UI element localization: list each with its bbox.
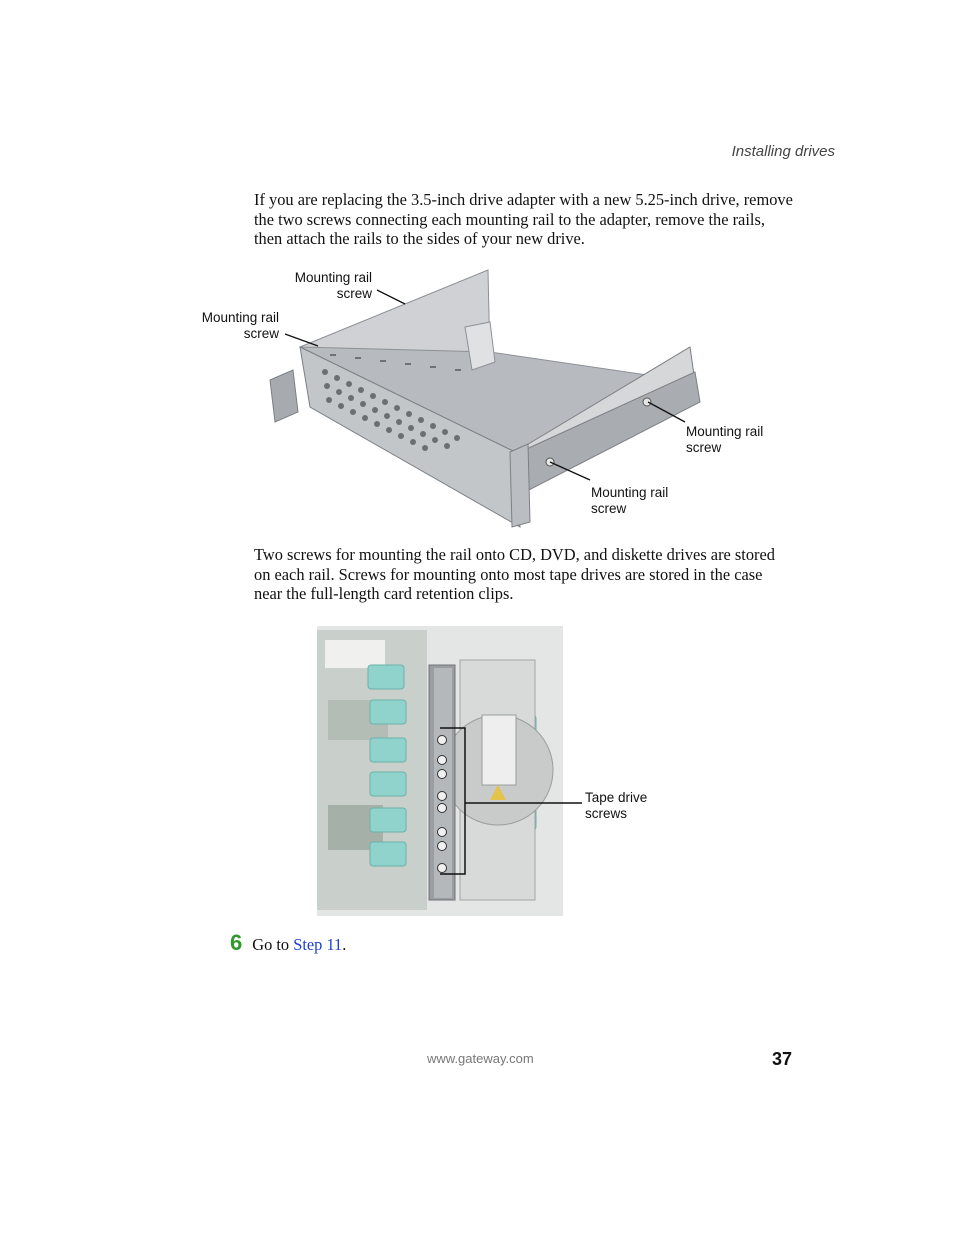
footer-url: www.gateway.com: [427, 1051, 534, 1066]
paragraph-replace-adapter: If you are replacing the 3.5-inch drive adapter with a new 5.25-inch drive, remove the two screws connecting each mounting rail to the adapter, remove the rails, then attach the rails to the sides of your new drive.: [254, 190, 793, 248]
callout-rail-screw-bottom: [591, 485, 701, 517]
page-number: 37: [772, 1049, 793, 1069]
step-text-before: Go to: [252, 935, 294, 954]
callout-line: screw: [591, 501, 627, 516]
callout-rail-screw-top: [260, 270, 372, 302]
callout-line: Mounting rail: [201, 310, 279, 325]
step-text-after: .: [342, 935, 347, 954]
case-interior-photo: [310, 620, 670, 920]
callout-line: screw: [243, 326, 279, 341]
step-number: 6: [230, 930, 243, 955]
callout-line: screw: [686, 440, 722, 455]
callout-line: Mounting rail: [686, 424, 764, 439]
callout-line: Mounting rail: [591, 485, 669, 500]
callout-rail-screw-left: [170, 310, 279, 342]
step-6: [230, 930, 346, 956]
callout-line: Tape drive: [585, 790, 648, 805]
step-text: [252, 935, 346, 955]
callout-line: screws: [585, 806, 628, 821]
callout-rail-screw-right: [686, 424, 796, 456]
running-header: Installing drives: [731, 143, 835, 160]
callout-tape-drive-screws: [585, 790, 675, 822]
callout-line: Mounting rail: [294, 270, 372, 285]
tape-drive-screws-figure: [310, 620, 670, 920]
paragraph-screw-storage: Two screws for mounting the rail onto CD, DVD, and diskette drives are stored on each rail. Screws for mounting onto most tape drives are stored in the case near the full-length card retention clips.: [254, 545, 775, 603]
step-11-link[interactable]: Step 11: [293, 935, 343, 954]
drive-adapter-figure: [190, 262, 790, 532]
callout-line: screw: [336, 286, 372, 301]
